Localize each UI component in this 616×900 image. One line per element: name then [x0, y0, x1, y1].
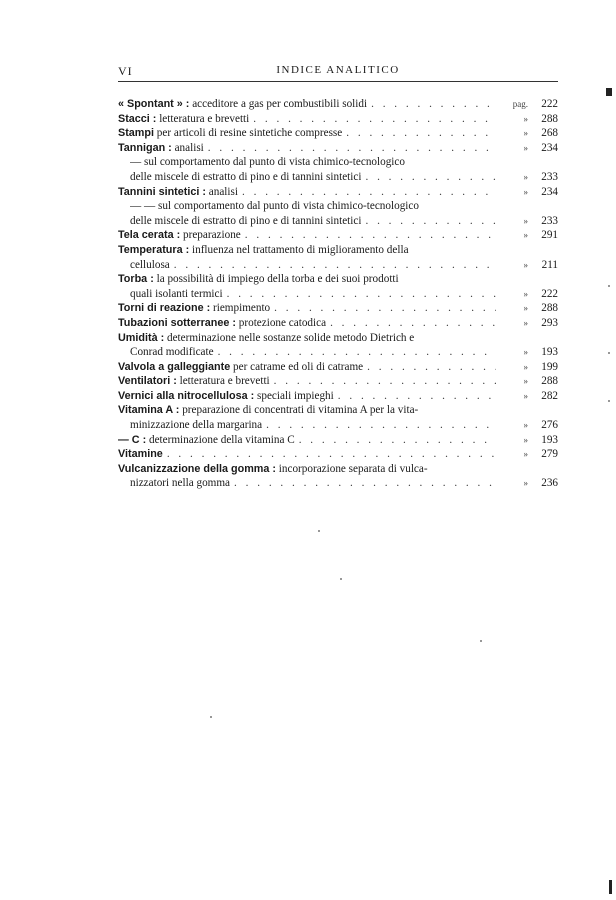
index-line — [118, 155, 558, 170]
index-line — [118, 287, 558, 302]
scan-speck — [318, 530, 320, 532]
page-prefix: » — [523, 259, 528, 270]
scan-speck — [480, 640, 482, 642]
index-line-text: delle miscele di estratto di pino e di tannini sintetici — [130, 214, 362, 227]
page-prefix: » — [523, 171, 528, 182]
index-line — [118, 170, 558, 185]
dot-leader — [365, 214, 496, 229]
index-line — [118, 112, 558, 127]
index-line — [118, 403, 558, 418]
index-term: Vulcanizzazione della gomma : — [118, 462, 276, 475]
index-entry — [118, 389, 558, 404]
page-reference: 293 — [541, 316, 558, 329]
dot-leader — [266, 418, 496, 433]
dot-leader — [365, 170, 496, 185]
index-term: Tannigan : — [118, 141, 172, 154]
index-entry — [118, 126, 558, 141]
page-prefix: » — [523, 113, 528, 124]
index-line — [118, 214, 558, 229]
page-prefix: pag. — [512, 99, 528, 109]
index-term: Torni di reazione : — [118, 302, 211, 315]
dot-leader — [274, 374, 496, 389]
dot-leader — [274, 301, 496, 316]
index-line — [118, 476, 558, 491]
page-reference: 193 — [541, 433, 558, 446]
page-prefix: » — [523, 128, 528, 139]
page-reference: 291 — [541, 229, 558, 242]
page-reference: 288 — [541, 112, 558, 125]
scan-edge-mark — [609, 880, 612, 894]
index-term: Valvola a galleggiante — [118, 360, 231, 373]
index-entry — [118, 462, 558, 491]
page-reference: 193 — [541, 346, 558, 359]
index-line — [118, 345, 558, 360]
page-prefix: » — [523, 347, 528, 358]
index-term: Tubazioni sotterranee : — [118, 316, 236, 329]
index-entry — [118, 185, 558, 229]
page-prefix: » — [523, 142, 528, 153]
index-line — [118, 374, 558, 389]
index-entry — [118, 243, 558, 272]
scan-speck — [608, 400, 610, 402]
page-header — [118, 64, 558, 80]
page-prefix: » — [523, 434, 528, 445]
index-term: Vitamina A : — [118, 404, 180, 417]
index-line — [118, 447, 558, 462]
index-line — [118, 389, 558, 404]
index-line-text: letteratura e brevetti — [159, 112, 250, 125]
page-prefix: » — [523, 186, 528, 197]
index-line-text: determinazione della vitamina C — [149, 433, 295, 446]
page-prefix: » — [523, 303, 528, 314]
index-line — [118, 126, 558, 141]
index-line — [118, 331, 558, 346]
index-line-text: acceditore a gas per combustibili solidi — [192, 98, 368, 110]
scan-speck — [340, 578, 342, 580]
dot-leader — [330, 316, 496, 331]
index-entry — [118, 316, 558, 331]
index-line-text: preparazione di concentrati di vitamina A per la vita- — [182, 404, 419, 417]
index-line-text: protezione catodica — [238, 316, 327, 329]
page-reference: 279 — [541, 448, 558, 461]
index-entry — [118, 141, 558, 185]
index-term: Vernici alla nitrocellulosa : — [118, 389, 255, 402]
dot-leader — [227, 287, 496, 302]
index-line — [118, 141, 558, 156]
index-line-text: preparazione — [183, 229, 241, 242]
index-line-text: nizzatori nella gomma — [130, 477, 231, 490]
index-line-text: la possibilità di impiego della torba e dei suoi prodotti — [156, 273, 399, 286]
index-line-text: incorporazione separata di vulca- — [278, 462, 428, 475]
index-term: Ventilatori : — [118, 375, 177, 388]
index-term: Umidità : — [118, 331, 165, 344]
index-line — [118, 185, 558, 200]
page-reference: 233 — [541, 170, 558, 183]
index-term: Vitamine — [118, 448, 163, 461]
index-term: Tela cerata : — [118, 229, 181, 242]
index-line-text: quali isolanti termici — [130, 287, 223, 300]
page-reference: 282 — [541, 389, 558, 402]
index-line-text: minizzazione della margarina — [130, 419, 263, 432]
page-reference: 211 — [541, 258, 558, 271]
page-prefix: » — [523, 215, 528, 226]
scan-edge-mark — [606, 88, 612, 96]
page-reference: 276 — [541, 419, 558, 432]
dot-leader — [371, 97, 496, 112]
index-line-text: analisi — [174, 141, 204, 154]
dot-leader — [338, 389, 496, 404]
index-term: — C : — [118, 433, 147, 446]
page-prefix: » — [523, 390, 528, 401]
scan-speck — [608, 352, 610, 354]
index-line-text: per articoli di resine sintetiche compresse — [156, 127, 343, 140]
index-entry — [118, 374, 558, 389]
scan-speck — [210, 716, 212, 718]
index-term: Stacci : — [118, 112, 157, 125]
index-entry — [118, 403, 558, 432]
index-entry — [118, 228, 558, 243]
page-number: VI — [118, 64, 133, 78]
page-reference: 222 — [541, 98, 558, 110]
running-title: INDICE ANALITICO — [276, 64, 400, 76]
index-line-text: determinazione nelle sostanze solide metodo Dietrich e — [166, 331, 415, 344]
dot-leader — [245, 228, 496, 243]
index-entry — [118, 272, 558, 301]
index-line-text: — — sul comportamento dal punto di vista chimico-tecnologico — [130, 200, 419, 213]
header-rule — [118, 81, 558, 82]
index-line-text: delle miscele di estratto di pino e di tannini sintetici — [130, 170, 362, 183]
index-line — [118, 199, 558, 214]
index-entry — [118, 112, 558, 127]
index-line-text: — sul comportamento dal punto di vista chimico-tecnologico — [130, 156, 405, 169]
index-entry — [118, 301, 558, 316]
page-prefix: » — [523, 361, 528, 372]
dot-leader — [208, 141, 496, 156]
index-line — [118, 433, 558, 448]
index-line-text: per catrame ed oli di catrame — [233, 360, 364, 373]
index-line-text: analisi — [208, 185, 238, 198]
page-reference: 268 — [541, 127, 558, 140]
dot-leader — [367, 360, 496, 375]
dot-leader — [167, 447, 496, 462]
index-line-text: riempimento — [212, 302, 271, 315]
index-line — [118, 272, 558, 287]
index-line — [118, 360, 558, 375]
index-entry — [118, 433, 558, 448]
index-line — [118, 301, 558, 316]
page-prefix: » — [523, 449, 528, 460]
page-prefix: » — [523, 317, 528, 328]
page-reference: 288 — [541, 302, 558, 315]
index-line — [118, 228, 558, 243]
index-entry — [118, 447, 558, 462]
index-entry — [118, 360, 558, 375]
dot-leader — [174, 258, 496, 273]
index-line-text: cellulosa — [130, 258, 170, 271]
index-line — [118, 97, 558, 112]
index-entry — [118, 97, 558, 112]
page-prefix: » — [523, 478, 528, 489]
index-line — [118, 418, 558, 433]
index-line-text: speciali impieghi — [257, 389, 334, 402]
index-line-text: Conrad modificate — [130, 346, 214, 359]
page-reference: 222 — [541, 287, 558, 300]
dot-leader — [346, 126, 496, 141]
index-line-text: letteratura e brevetti — [179, 375, 270, 388]
page-prefix: » — [523, 230, 528, 241]
index-line — [118, 243, 558, 258]
dot-leader — [234, 476, 496, 491]
dot-leader — [299, 433, 496, 448]
page-reference: 199 — [541, 360, 558, 373]
index-term: Temperatura : — [118, 243, 190, 256]
index-term: Torba : — [118, 273, 154, 286]
page-prefix: » — [523, 288, 528, 299]
index-line — [118, 316, 558, 331]
page-reference: 288 — [541, 375, 558, 388]
index-line — [118, 258, 558, 273]
index-term: « Spontant » : — [118, 98, 190, 110]
index-line — [118, 462, 558, 477]
page-prefix: » — [523, 376, 528, 387]
page-reference: 234 — [541, 185, 558, 198]
index-term: Tannini sintetici : — [118, 185, 206, 198]
dot-leader — [218, 345, 496, 360]
scan-speck — [608, 285, 610, 287]
analytic-index-list — [118, 97, 558, 491]
page-reference: 233 — [541, 214, 558, 227]
page-reference: 236 — [541, 477, 558, 490]
page-prefix: » — [523, 420, 528, 431]
dot-leader — [253, 112, 496, 127]
index-line-text: influenza nel trattamento di miglioramento della — [192, 243, 409, 256]
index-entry — [118, 331, 558, 360]
page-reference: 234 — [541, 141, 558, 154]
dot-leader — [242, 185, 496, 200]
index-term: Stampi — [118, 127, 154, 140]
